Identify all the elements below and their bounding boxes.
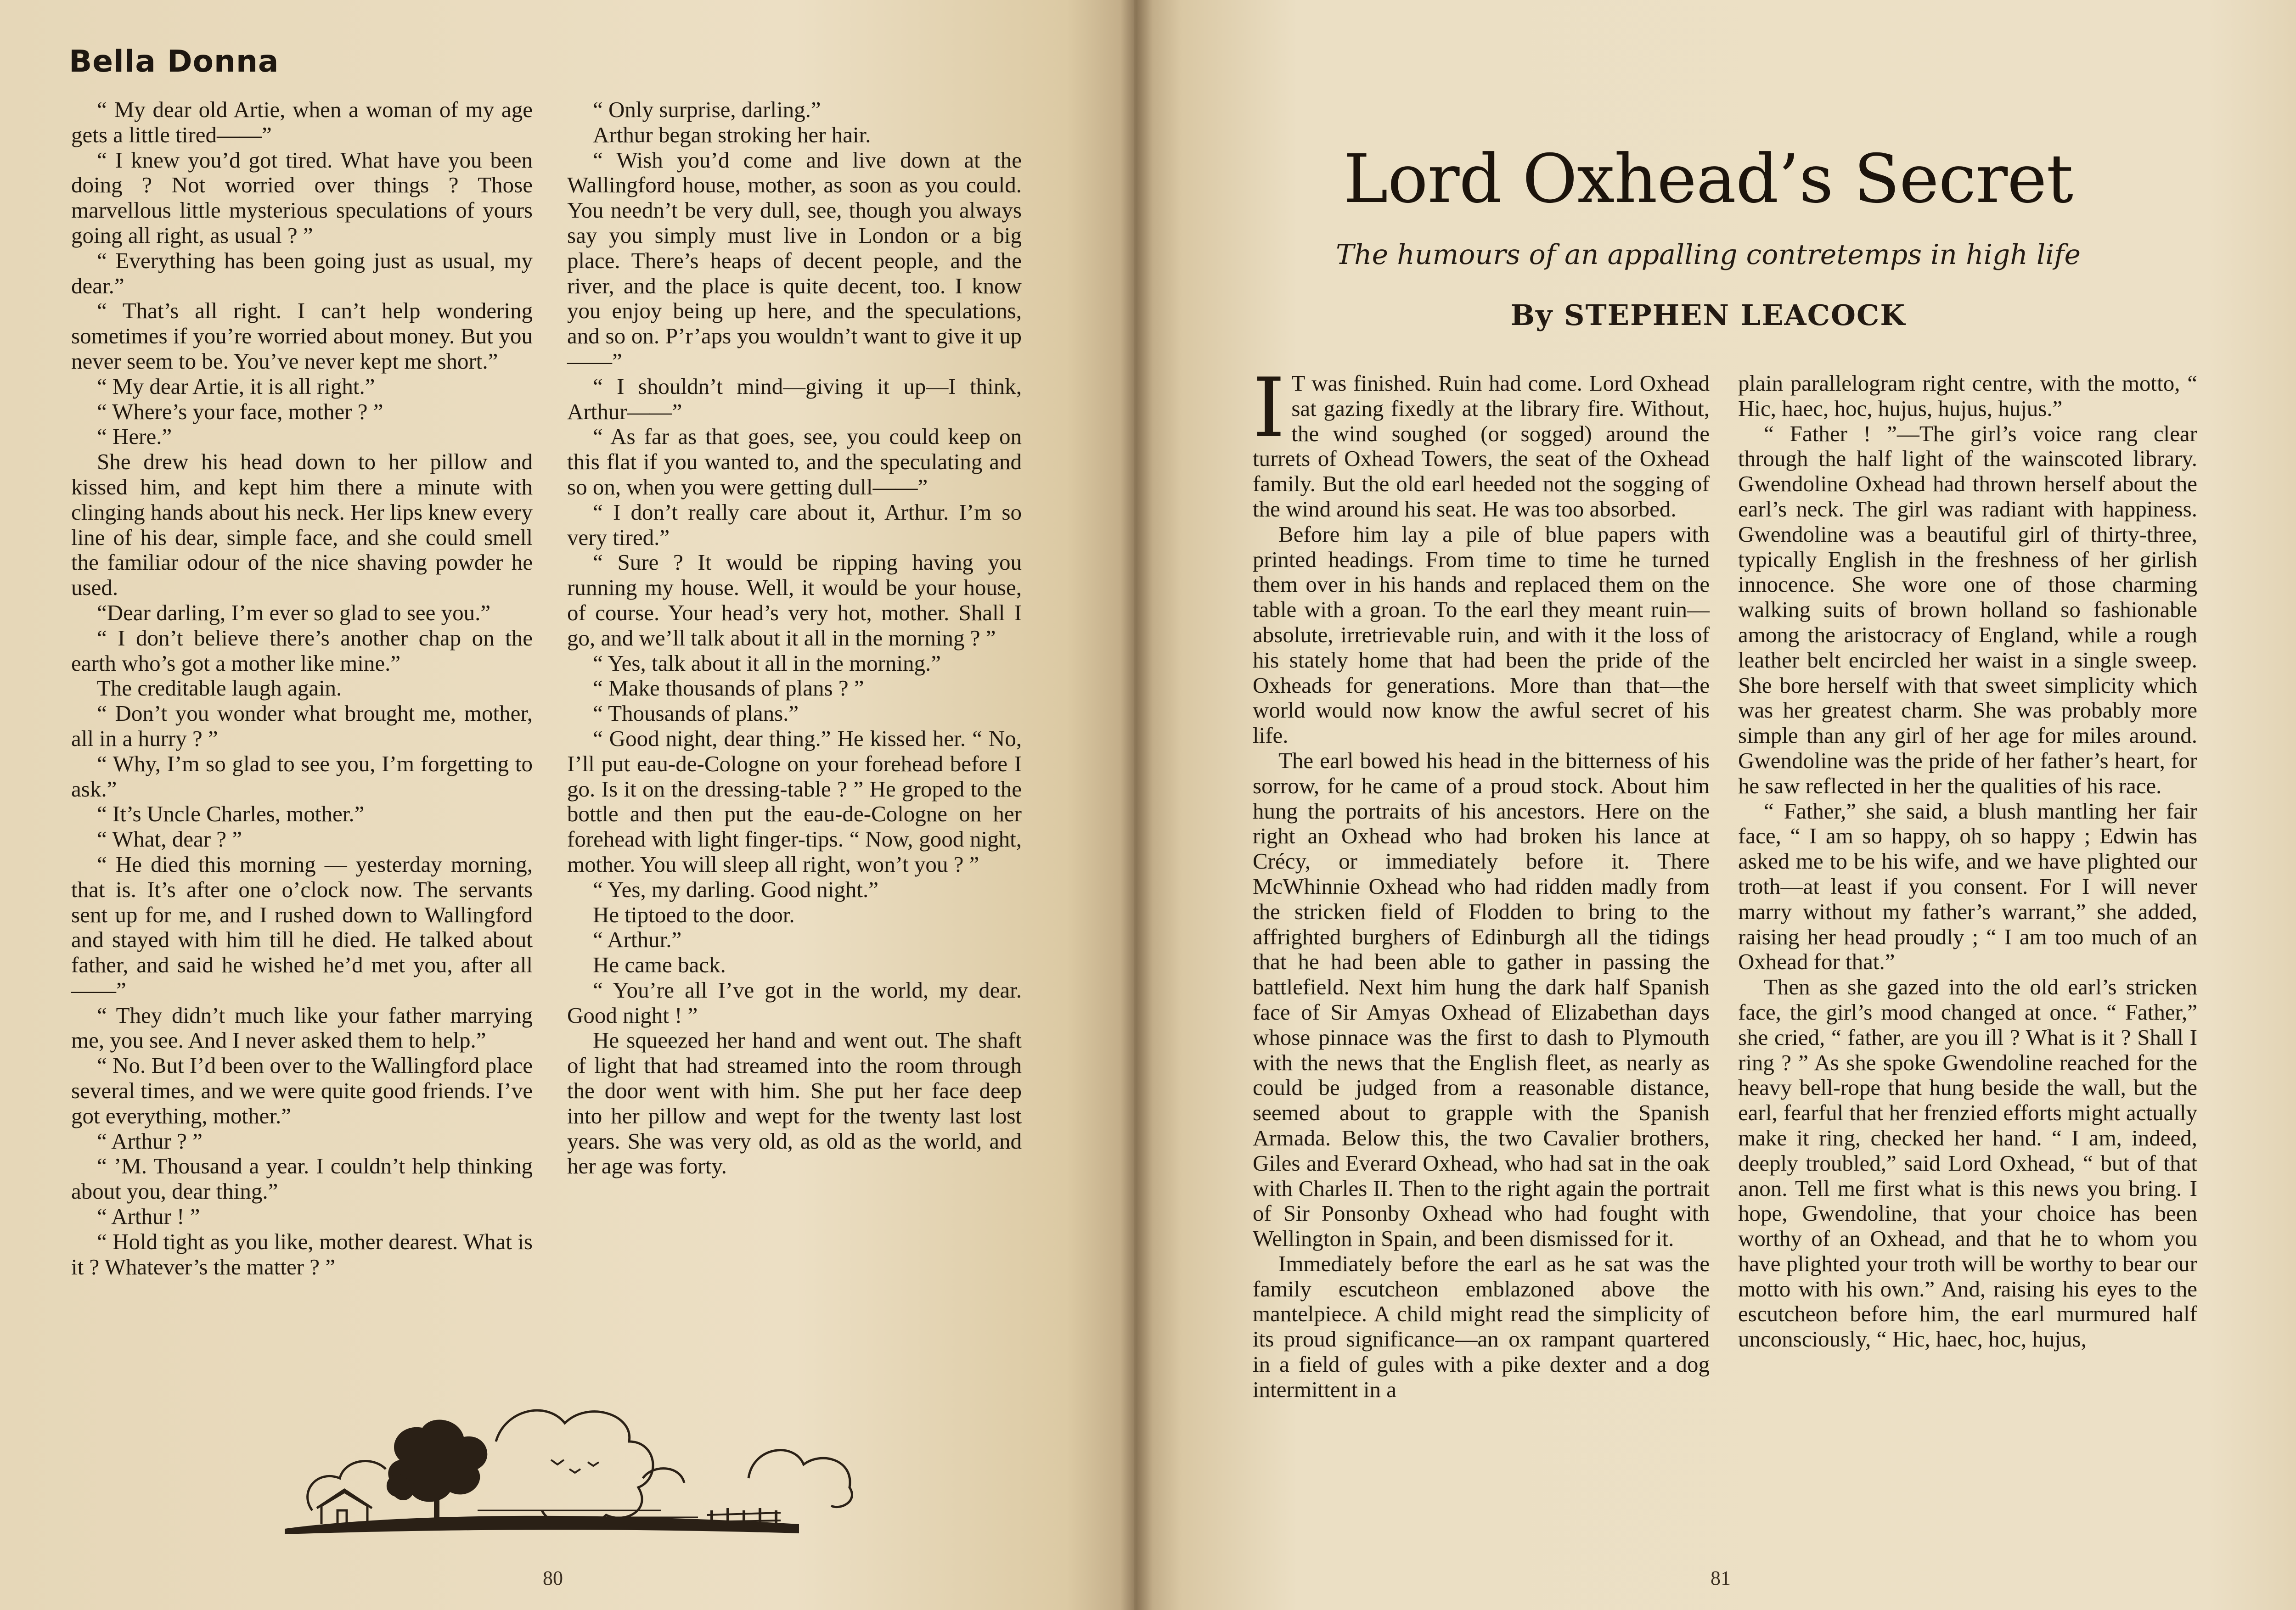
paragraph: “ It’s Uncle Charles, mother.” [97, 801, 365, 827]
paragraph: “ Father ! ”—The girl’s voice rang clear through the half light of the wainscoted library. Gwendoline Oxhead had thrown herself about the earl’s neck. The girl was radiant with happiness. Gwendoline was a beautiful girl of thirty-three, typically English in the freshness of her girlish innocence. She wore one of those charming walking suits of brown holland so fashionable among the aristocracy of England, while a rough leather belt encircled her waist in a single sweep. She bore herself with that sweet simplicity which was her greatest charm. She was probably more simple than any girl of her age for miles around. Gwendoline was the pride of her father’s heart, for he saw reflected in her the qualities of his race. [1738, 421, 2197, 798]
paragraph: “ ’M. Thousand a year. I couldn’t help thinking about you, dear thing.” [71, 1153, 533, 1204]
paragraph: “ Yes, talk about it all in the morning.” [593, 650, 941, 676]
paragraph: “ What, dear ? ” [97, 826, 242, 852]
page-number-left: 80 [543, 1567, 563, 1589]
paragraph: “ Where’s your face, mother ? ” [97, 398, 383, 424]
paragraph: “ That’s all right. I can’t help wondering sometimes if you’re worried about money. But you never seem to be. You’ve never kept me short.” [71, 298, 533, 374]
paragraph: “ Hold tight as you like, mother dearest. What is it ? Whatever’s the matter ? ” [71, 1229, 533, 1279]
page-number-right: 81 [1711, 1567, 1731, 1589]
paragraph: “ Wish you’d come and live down at the Wallingford house, mother, as soon as you could. You needn’t be very dull, see, though you always say you simply must live in London or a big place. There’s heaps of decent people, and the river, and the place is quite decent, too. I know you enjoy being up here, and the speculations, and so on. P’r’aps you wouldn’t want to give it up——” [567, 147, 1022, 374]
paragraph: “ I don’t really care about it, Arthur. I’m so very tired.” [567, 499, 1022, 550]
paragraph: He squeezed her hand and went out. The shaft of light that had streamed into the room through the door went with him. She put her face deep into her pillow and wept for the twenty last lost years. She was very old, as old as the world, and her age was forty. [567, 1027, 1022, 1179]
running-head: Bella Donna [69, 44, 279, 79]
paragraph: “ Arthur ! ” [97, 1204, 200, 1229]
article-title: Lord Oxhead’s Secret [1343, 140, 2073, 218]
book-gutter [1120, 0, 1153, 1610]
paragraph: “ As far as that goes, see, you could keep on this flat if you wanted to, and the speculating and so on, when you were getting dull——” [567, 424, 1022, 499]
paragraph: “ Arthur ? ” [97, 1128, 203, 1154]
paragraph: Before him lay a pile of blue papers with printed headings. From time to time he turned them over in his hands and replaced them on the table with a groan. To the earl they meant ruin—absolute, irretrievable ruin, and with it the loss of his stately home that had been the pride of the Oxheads for generations. More than that—the world would now know the awful secret of his life. [1253, 521, 1710, 748]
paragraph: Then as she gazed into the old earl’s stricken face, the girl’s mood changed at once. “ Father,” she cried, “ father, are you ill ? What is it ? Shall I ring ? ” As she spoke Gwendoline reached for the heavy bell-rope that hung beside the wall, but the earl, fearful that her frenzied efforts might actually make it ring, checked her hand. “ I am, indeed, deeply troubled,” said Lord Oxhead, “ but of that anon. Tell me first what is this news you bring. I hope, Gwendoline, that your choice has been worthy of an Oxhead, and that he to whom you have plighted your troth will be worthy to bear our motto with his own.” And, raising his eyes to the escutcheon before him, the earl murmured half unconsciously, “ Hic, haec, hoc, hujus, [1738, 974, 2197, 1352]
paragraph: “ They didn’t much like your father marrying me, you see. And I never asked them to help.” [71, 1002, 533, 1053]
paragraph: “ Why, I’m so glad to see you, I’m forgetting to ask.” [71, 751, 533, 802]
paragraph: “Dear darling, I’m ever so glad to see you.” [97, 600, 491, 625]
paragraph: “ I knew you’d got tired. What have you been doing ? Not worried over things ? Those marvellous little mysterious speculations of yours going all right, as usual ? ” [71, 147, 533, 248]
paragraph: The creditable laugh again. [97, 675, 342, 701]
paragraph: He came back. [593, 952, 726, 978]
right-column-1 [1253, 360, 1710, 1402]
paragraph: Arthur began stroking her hair. [593, 122, 871, 147]
paragraph: “ Make thousands of plans ? ” [593, 675, 864, 701]
paragraph: “ Good night, dear thing.” He kissed her. “ No, I’ll put eau-de-Cologne on your forehead before I go. Is it on the dressing-table ? ” He groped to the bottle and then put the eau-de-Cologne on her forehead with light finger-tips. “ Now, good night, mother. You will sleep all right, won’t you ? ” [567, 725, 1022, 877]
paragraph: “ Thousands of plans.” [593, 701, 799, 726]
article-subtitle: The humours of an appalling contretemps in high life [1335, 239, 2081, 271]
paragraph: “ He died this morning — yesterday morning, that is. It’s after one o’clock now. The servants sent up for me, and I rushed down to Wallingford and stayed with him till he died. He talked about father, and said he wished he’d met you, after all——” [71, 851, 533, 1003]
paragraph: plain parallelogram right centre, with the motto, “ Hic, haec, hoc, hujus, hujus, hujus.” [1738, 370, 2197, 421]
paragraph: Immediately before the earl as he sat was the family escutcheon emblazoned above the mantelpiece. A child might read the simplicity of its proud significance—an ox rampant quartered in a field of gules with a pike dexter and a dog intermittent in a [1253, 1251, 1710, 1402]
paragraph: “ You’re all I’ve got in the world, my dear. Good night ! ” [567, 977, 1022, 1028]
landscape-vignette-illustration [248, 1373, 882, 1552]
paragraph: “ Here.” [97, 424, 172, 449]
left-column-2 [567, 97, 1022, 1179]
paragraph: The earl bowed his head in the bitterness of his sorrow, for he came of a proud stock. About him hung the portraits of his ancestors. Here on the right an Oxhead who had broken his lance at Crécy, or immediately before it. There McWhinnie Oxhead who had ridden madly from the stricken field of Flodden to bring to the affrighted burghers of Edinburgh all the tidings that he had been able to gather in passing the battlefield. Next him hung the dark half Spanish face of Sir Amyas Oxhead of Elizabethan days whose pinnace was the first to dash to Plymouth with the news that the English fleet, as nearly as could be judged from a reasonable distance, seemed about to grapple with the Spanish Armada. Below this, the two Cavalier brothers, Giles and Everard Oxhead, who had sat in the oak with Charles II. Then to the right again the portrait of Sir Ponsonby Oxhead who had fought with Wellington in Spain, and been dismissed for it. [1253, 747, 1710, 1251]
paragraph: “ Arthur.” [593, 927, 682, 953]
paragraph: “ I don’t believe there’s another chap on the earth who’s got a mother like mine.” [71, 625, 533, 676]
opening-text: was finished. Ruin had come. Lord Oxhead sat gazing fixedly at the library fire. Without, the wind soughed (or sogged) around the turrets of Oxhead Towers, the seat of the Oxhead family. But the old earl heeded not the sogging of the wind around his seat. He was too absorbed. [1253, 370, 1710, 522]
paragraph: “ No. But I’d been over to the Wallingford place several times, and we were quite good friends. I’ve got everything, mother.” [71, 1053, 533, 1128]
paragraph: “ My dear old Artie, when a woman of my age gets a little tired——” [71, 97, 533, 147]
right-column-2 [1738, 371, 2197, 1352]
paragraph: “ Yes, my darling. Good night.” [593, 876, 878, 902]
drop-cap: I [1253, 360, 1285, 455]
paragraph: “ Only surprise, darling.” [593, 97, 821, 122]
paragraph: “ Sure ? It would be ripping having you running my house. Well, it would be your house, of course. Your head’s very hot, mother. Shall I go, and we’ll talk about it all in the morning ? ” [567, 550, 1022, 651]
opening-word-rest: T [1291, 370, 1305, 396]
left-column-1 [71, 97, 533, 1279]
opening-paragraph [1253, 360, 1710, 522]
paragraph: “ Everything has been going just as usual, my dear.” [71, 247, 533, 298]
left-page [0, 0, 1134, 1610]
paragraph: “ Don’t you wonder what brought me, mother, all in a hurry ? ” [71, 701, 533, 751]
paragraph: She drew his head down to her pillow and kissed him, and kept him there a minute with clinging hands about his neck. Her lips knew every line of his dear, simple face, and she could smell the familiar odour of the nice shaving powder he used. [71, 449, 533, 600]
paragraph: “ My dear Artie, it is all right.” [97, 373, 375, 399]
paragraph: He tiptoed to the door. [593, 902, 795, 927]
paragraph: “ I shouldn’t mind—giving it up—I think, Arthur——” [567, 373, 1022, 424]
article-byline: By STEPHEN LEACOCK [1510, 298, 1906, 332]
paragraph: “ Father,” she said, a blush mantling her fair face, “ I am so happy, oh so happy ; Edwin has asked me to be his wife, and we have plighted our troth—at least if you consent. For I will never marry without my father’s warrant,” she added, raising her head proudly ; “ I am too much of an Oxhead for that.” [1738, 798, 2197, 975]
